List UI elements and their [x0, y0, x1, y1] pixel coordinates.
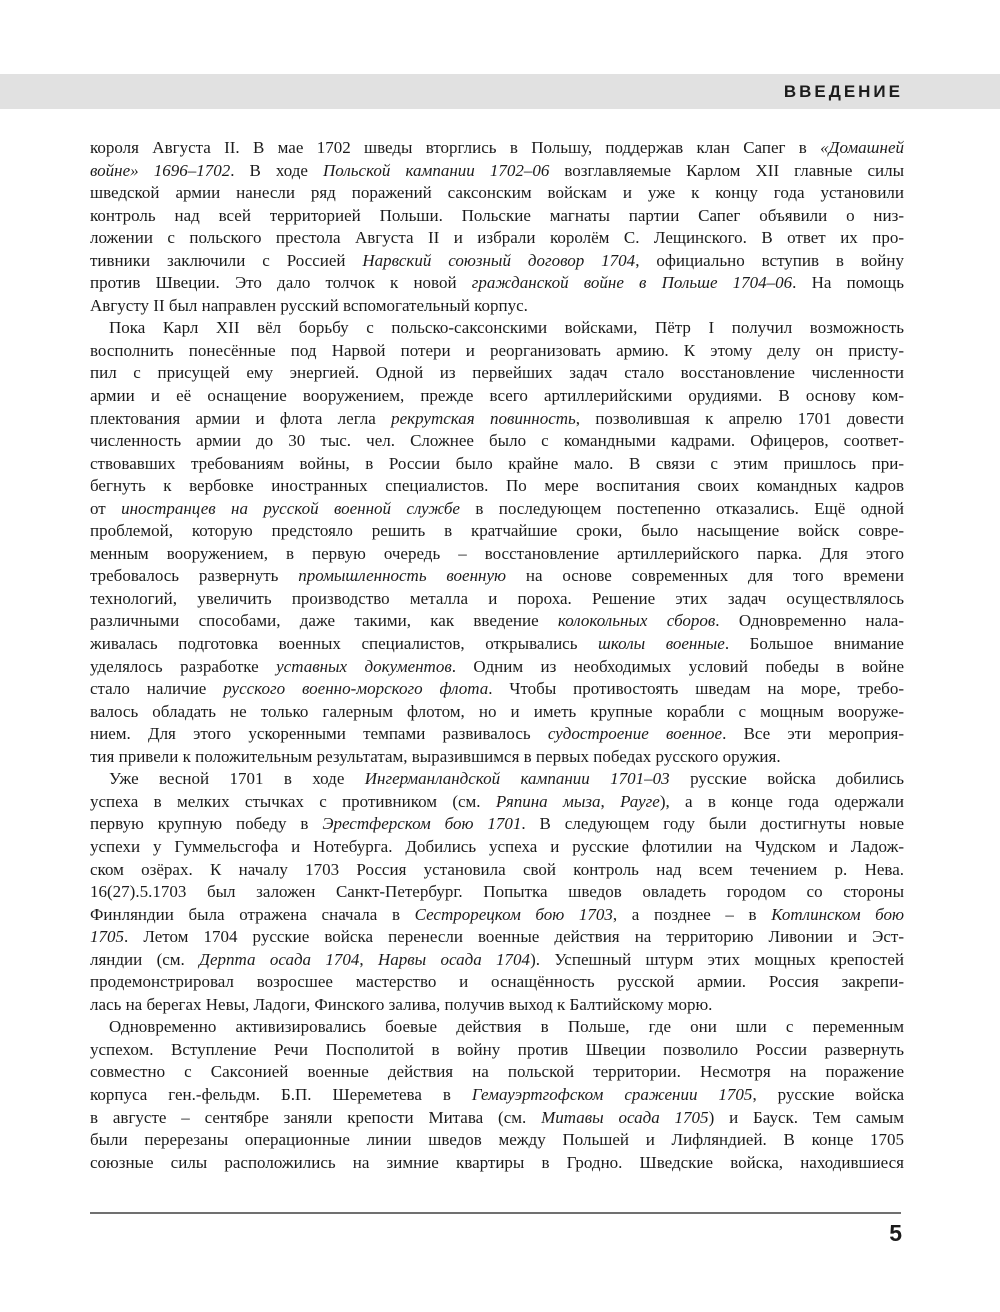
text-line: уделялось разработке уставных документов. Одним из необходимых условий победы в войне	[90, 656, 904, 676]
text-line: Пока Карл XII вёл борьбу с польско-саксонскими войсками, Пётр I получил возможность	[109, 318, 904, 338]
text-line: тия привели к положительным результатам, выразившимся в первых победах русского оружия.	[90, 746, 781, 766]
page-header-band	[0, 74, 1000, 109]
text-line: войне» 1696–1702. В ходе Польской кампании 1702–06 возглавляемые Карлом XII главные силы	[90, 160, 904, 180]
text-line: союзные силы расположились на зимние квартиры в Гродно. Шведские войска, находившиеся	[90, 1152, 904, 1172]
text-line: пил с присущей ему энергией. Одной из первейших задач стало восстановление численности	[90, 363, 904, 383]
text-line: живалась подготовка военных специалистов, открывались школы военные. Большое внимание	[90, 634, 904, 654]
body-text	[90, 137, 904, 1174]
text-line: ском озёрах. К началу 1703 Россия установила свой контроль над всем течением р. Нева.	[90, 859, 904, 879]
text-line: корпуса ген.-фельдм. Б.П. Шереметева в Гемауэртгофском сражении 1705, русские войска	[90, 1084, 904, 1104]
text-line: совместно с Саксонией военные действия на польской территории. Несмотря на поражение	[90, 1062, 904, 1082]
text-line: тивники заключили с Россией Нарвский союзный договор 1704, официально вступив в войну	[90, 250, 904, 270]
text-line: продемонстрировал возросшее мастерство и оснащённость русской армии. Россия закрепи-	[90, 972, 904, 992]
text-line: были перерезаны операционные линии шведов между Польшей и Лифляндией. В конце 1705	[90, 1130, 904, 1150]
text-line: успехом. Вступление Речи Посполитой в войну против Швеции позволило России развернуть	[90, 1039, 904, 1059]
text-line: ложении с польского престола Августа II и избрали королём С. Лещинского. В ответ их про-	[90, 228, 904, 248]
text-line: короля Августа II. В мае 1702 шведы вторглись в Польшу, поддержав клан Сапег в «Домашней	[90, 138, 904, 157]
page-number: 5	[889, 1220, 902, 1246]
text-line: нием. Для этого ускоренными темпами развивалось судостроение военное. Все эти мероприя-	[90, 724, 904, 744]
text-line: менным вооружением, в первую очередь – восстановление артиллерийского парка. Для этого	[90, 543, 904, 563]
text-line: ляндии (см. Дерпта осада 1704, Нарвы осада 1704). Успешный штурм этих мощных крепостей	[90, 949, 904, 969]
text-line: шведской армии нанесли ряд поражений саксонским войскам и уже к концу года установили	[90, 183, 904, 203]
text-line: ствовавших требованиям войны, в России было крайне мало. В связи с этим пришлось при-	[90, 453, 904, 473]
text-line: Уже весной 1701 в ходе Ингерманландской кампании 1701–03 русские войска добились	[109, 769, 904, 789]
text-line: численность армии до 30 тыс. чел. Сложнее было с командными кадрами. Офицеров, соответ-	[90, 431, 904, 451]
text-line: армии и её оснащение вооружением, прежде всего артиллерийскими орудиями. В основу ком-	[90, 386, 904, 406]
footer-divider	[90, 1212, 901, 1214]
text-line: от иностранцев на русской военной службе в последующем постепенно отказались. Ещё одной	[90, 498, 904, 518]
text-line: успеха в мелких стычках с противником (см. Ряпина мыза, Рауге), а в конце года одержали	[90, 791, 904, 811]
text-line: 1705. Летом 1704 русские войска перенесли военные действия на территорию Ливонии и Эст-	[90, 927, 904, 947]
text-line: против Швеции. Это дало толчок к новой гражданской войне в Польше 1704–06. На помощь	[90, 273, 904, 293]
text-line: плектования армии и флота легла рекрутская повинность, позволившая к апрелю 1701 довести	[90, 408, 904, 428]
text-line: бегнуть к вербовке иностранных специалистов. По мере воспитания своих командных кадров	[90, 476, 904, 496]
text-line: Одновременно активизировались боевые действия в Польше, где они шли с переменным	[109, 1017, 904, 1037]
text-line: восполнить понесённые под Нарвой потери и реорганизовать армию. К этому делу он присту-	[90, 340, 904, 360]
text-line: различными способами, даже такими, как введение колокольных сборов. Одновременно нала-	[90, 611, 904, 631]
text-line: 16(27).5.1703 был заложен Санкт-Петербург. Попытка шведов овладеть городом со стороны	[90, 882, 904, 902]
text-line: успехи у Гуммельсгофа и Нотебурга. Добились успеха и русские флотилии на Чудском и Ладож-	[90, 836, 904, 856]
text-line: требовалось развернуть промышленность военную на основе современных для того времени	[90, 566, 904, 586]
text-line: валось обладать не только галерным флотом, но и иметь крупные корабли с мощным вооруже-	[90, 701, 904, 721]
text-line: технологий, увеличить производство металла и пороха. Решение этих задач осуществлялось	[90, 588, 904, 608]
text-line: проблемой, которую предстояло решить в кратчайшие сроки, было насыщение войск совре-	[90, 521, 904, 541]
text-line: контроль над всей территорией Польши. Польские магнаты партии Сапег объявили о низ-	[90, 205, 904, 225]
text-line: Финляндии была отражена сначала в Сестрорецком бою 1703, а позднее – в Котлинском бою	[90, 904, 904, 924]
text-line: в августе – сентябре заняли крепости Митава (см. Митавы осада 1705) и Бауск. Тем самым	[90, 1107, 904, 1127]
text-line: Августу II был направлен русский вспомогательный корпус.	[90, 295, 528, 315]
text-line: первую крупную победу в Эрестферском бою 1701. В следующем году были достигнуты новые	[90, 814, 904, 834]
text-line: стало наличие русского военно-морского флота. Чтобы противостоять шведам на море, требо-	[90, 679, 904, 699]
page-header-title: ВВЕДЕНИЕ	[783, 81, 903, 101]
text-line: лась на берегах Невы, Ладоги, Финского залива, получив выход к Балтийскому морю.	[90, 994, 713, 1014]
